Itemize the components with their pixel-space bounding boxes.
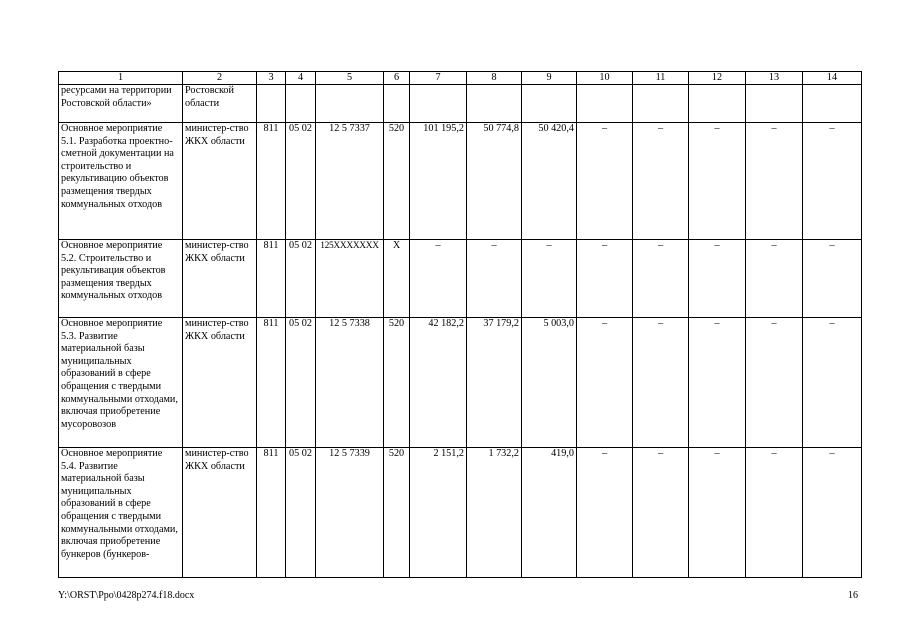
year-cell: – (577, 318, 633, 448)
vr-cell: 520 (384, 448, 410, 578)
year-cell: – (577, 448, 633, 578)
executor-cell: министер-ство ЖКХ области (183, 448, 257, 578)
activity-name-cell: Основное мероприятие 5.2. Строительство и рекультивация объектов размещения твердых коммунальных отходов (59, 240, 183, 318)
total-cell: 2 151,2 (410, 448, 467, 578)
total-cell: 42 182,2 (410, 318, 467, 448)
csr-cell: 12 5 7337 (316, 123, 384, 240)
table-row (59, 85, 862, 123)
year-cell: – (746, 240, 803, 318)
csr-cell (316, 85, 384, 123)
vr-cell: 520 (384, 318, 410, 448)
csr-cell: 12 5 7339 (316, 448, 384, 578)
grbs-cell: 811 (257, 448, 286, 578)
header-cell: 9 (522, 72, 577, 85)
year-cell (633, 85, 689, 123)
table-row (59, 318, 862, 448)
year2-cell: – (522, 240, 577, 318)
header-cell: 12 (689, 72, 746, 85)
year-cell: – (689, 318, 746, 448)
executor-cell: министер-ство ЖКХ области (183, 240, 257, 318)
executor-cell: министер-ство ЖКХ области (183, 123, 257, 240)
year-cell: – (689, 448, 746, 578)
csr-cell: 12 5 7338 (316, 318, 384, 448)
year-cell: – (633, 448, 689, 578)
header-cell: 6 (384, 72, 410, 85)
year-cell: – (746, 123, 803, 240)
year2-cell: 419,0 (522, 448, 577, 578)
year-cell: – (803, 240, 862, 318)
year-cell: – (633, 318, 689, 448)
rzpr-cell (286, 85, 316, 123)
header-cell: 4 (286, 72, 316, 85)
header-cell: 14 (803, 72, 862, 85)
header-cell: 5 (316, 72, 384, 85)
year1-cell: 37 179,2 (467, 318, 522, 448)
activity-name-cell: Основное мероприятие 5.3. Развитие материальной базы муниципальных образований в сфере обращения с твердыми коммунальными отходами, включая приобретение мусоровозов (59, 318, 183, 448)
year1-cell: 1 732,2 (467, 448, 522, 578)
header-cell: 13 (746, 72, 803, 85)
total-cell: 101 195,2 (410, 123, 467, 240)
table-row (59, 448, 862, 578)
header-cell: 1 (59, 72, 183, 85)
executor-cell: министер-ство ЖКХ области (183, 318, 257, 448)
year2-cell: 50 420,4 (522, 123, 577, 240)
year-cell: – (746, 448, 803, 578)
rzpr-cell: 05 02 (286, 318, 316, 448)
year-cell: – (689, 123, 746, 240)
year-cell (689, 85, 746, 123)
year-cell: – (803, 448, 862, 578)
header-cell: 3 (257, 72, 286, 85)
page-number: 16 (848, 590, 858, 601)
executor-cell: Ростовской области (183, 85, 257, 123)
rzpr-cell: 05 02 (286, 240, 316, 318)
vr-cell: 520 (384, 123, 410, 240)
column-number-header-row (59, 72, 862, 85)
activity-name-cell: ресурсами на территории Ростовской области» (59, 85, 183, 123)
activity-name-cell: Основное мероприятие 5.4. Развитие материальной базы муниципальных образований в сфере обращения с твердыми коммунальными отходами, включая приобретение бункеров (бункеров- (59, 448, 183, 578)
year-cell (577, 85, 633, 123)
header-cell: 2 (183, 72, 257, 85)
year-cell: – (577, 240, 633, 318)
year-cell: – (803, 123, 862, 240)
year1-cell: 50 774,8 (467, 123, 522, 240)
vr-cell (384, 85, 410, 123)
year2-cell (522, 85, 577, 123)
year-cell: – (577, 123, 633, 240)
header-cell: 10 (577, 72, 633, 85)
year-cell (746, 85, 803, 123)
rzpr-cell: 05 02 (286, 123, 316, 240)
year1-cell (467, 85, 522, 123)
table-row (59, 240, 862, 318)
header-cell: 11 (633, 72, 689, 85)
document-file-path: Y:\ORST\Ppo\0428p274.f18.docx (58, 590, 195, 601)
header-cell: 8 (467, 72, 522, 85)
grbs-cell (257, 85, 286, 123)
year-cell: – (689, 240, 746, 318)
grbs-cell: 811 (257, 123, 286, 240)
table-row (59, 123, 862, 240)
year-cell: – (633, 240, 689, 318)
year1-cell: – (467, 240, 522, 318)
document-table-wrapper (58, 71, 862, 578)
activity-name-cell: Основное мероприятие 5.1. Разработка проектно-сметной документации на строительство и рекультивацию объектов размещения твердых коммунальных отходов (59, 123, 183, 240)
year2-cell: 5 003,0 (522, 318, 577, 448)
budget-table (58, 71, 862, 578)
total-cell: – (410, 240, 467, 318)
rzpr-cell: 05 02 (286, 448, 316, 578)
header-cell: 7 (410, 72, 467, 85)
year-cell: – (803, 318, 862, 448)
total-cell (410, 85, 467, 123)
year-cell: – (633, 123, 689, 240)
year-cell (803, 85, 862, 123)
grbs-cell: 811 (257, 240, 286, 318)
csr-cell: 125XXXXXXX (316, 240, 384, 318)
year-cell: – (746, 318, 803, 448)
grbs-cell: 811 (257, 318, 286, 448)
vr-cell: Х (384, 240, 410, 318)
